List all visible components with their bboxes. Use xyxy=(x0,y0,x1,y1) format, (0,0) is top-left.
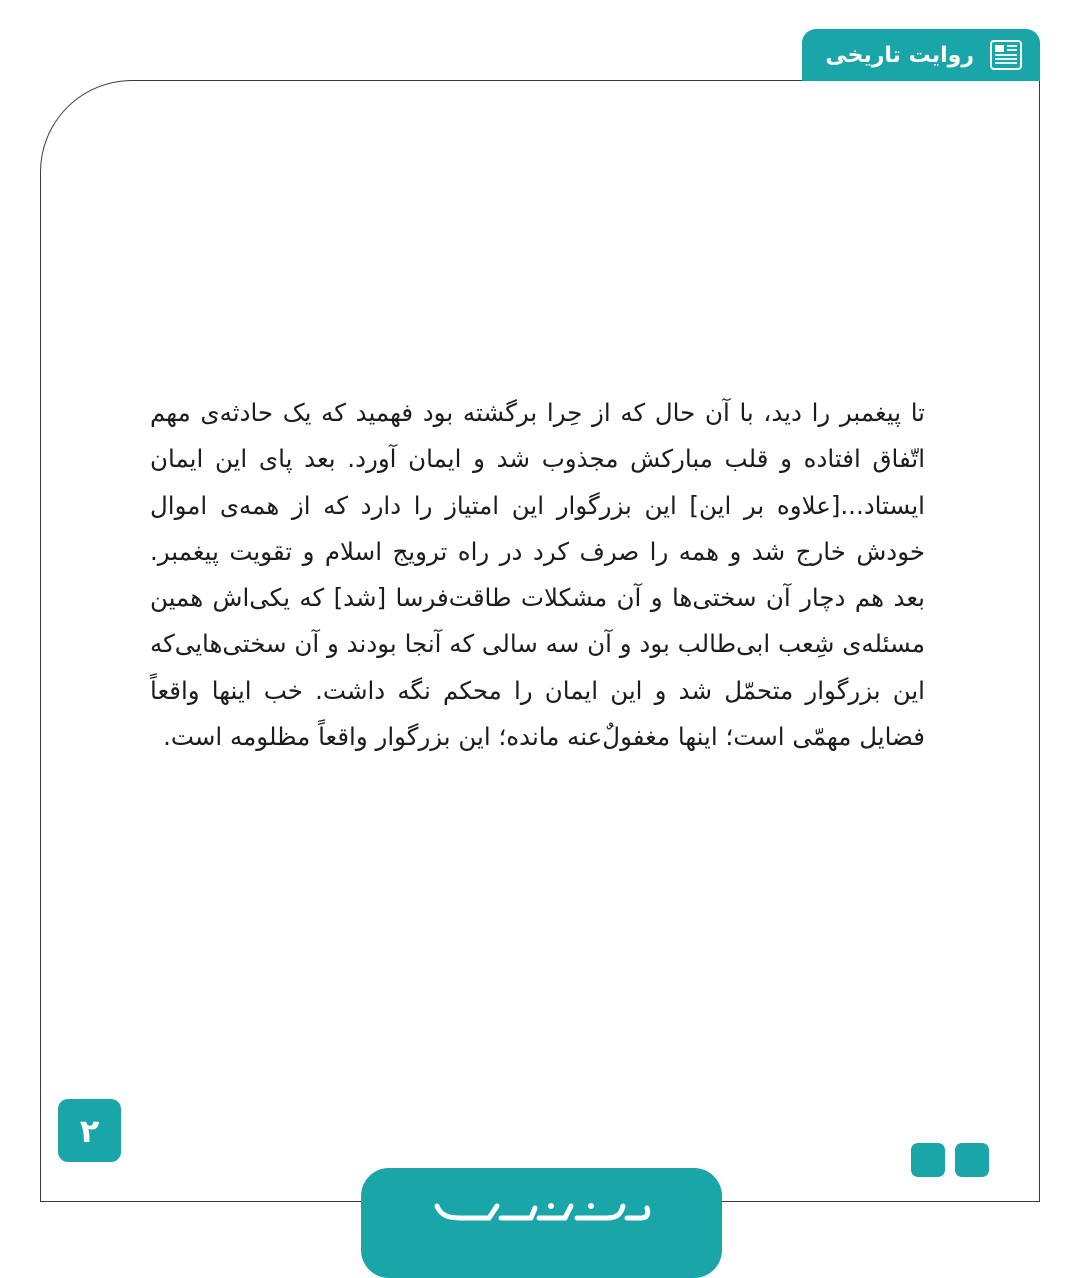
page-number-badge: ۲ xyxy=(58,1099,121,1162)
nav-square-left xyxy=(911,1143,945,1177)
brand-tab xyxy=(361,1168,722,1278)
section-title: روایت تاریخی xyxy=(825,42,974,68)
newspaper-icon xyxy=(988,38,1024,72)
nav-square-right xyxy=(955,1143,989,1177)
quote-paragraph: تا پیغمبر را دید، با آن حال که از حِرا برگشته بود فهمید که یک حادثه‌ی مهم اتّفاق افتاده و قلب مبارکش مجذوب شد و ایمان آورد. بعد پای این ایمان ایستاد...[علاوه بر این] این بزرگوار این امتیاز را دارد که از همه‌ی اموال خودش خارج شد و همه را صرف کرد در راه ترویج اسلام و تقویت پیغمبر. بعد هم دچار آن سختی‌ها و آن مشکلات طاقت‌فرسا [شد] که یکی‌اش همین مسئله‌ی شِعب ابی‌طالب بود و آن سه سالی که آنجا بودند و آن سختی‌هایی‌که این بزرگوار متحمّل شد و این ایمان را محکم نگه داشت. خب اینها واقعاً فضایل مهمّی است؛ اینها مغفولٌ‌عنه مانده؛ این بزرگوار واقعاً مظلومه است. xyxy=(150,398,925,752)
logo-icon xyxy=(431,1194,653,1234)
section-header-tab xyxy=(802,29,1040,81)
